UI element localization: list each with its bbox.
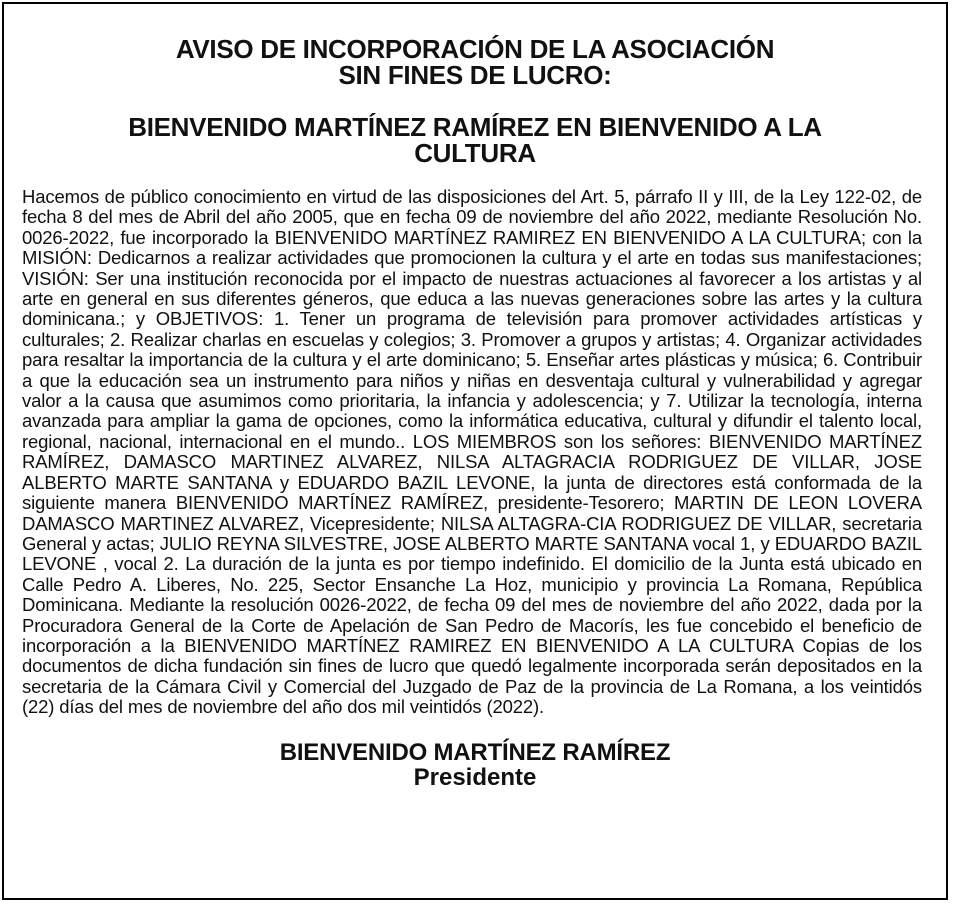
legal-notice [2, 2, 948, 900]
signature-block [4, 740, 946, 790]
signatory-title: Presidente [413, 763, 537, 791]
notice-title-line-2: SIN FINES DE LUCRO: [338, 60, 612, 90]
notice-title-line-1: AVISO DE INCORPORACIÓN DE LA ASOCIACIÓN [175, 34, 775, 64]
notice-body: Hacemos de público conocimiento en virtud de las disposiciones del Art. 5, párrafo II y III, de la Ley 122-02, de fecha 8 del mes de Abril del año 2005, que en fecha 09 de noviembre del año 2022, mediante Resolución No. 0026-2022, fue incorporado la BIENVENIDO MARTÍNEZ RAMIREZ EN BIENVENIDO A LA CULTURA; con la MISIÓN: Dedicarnos a realizar actividades que promocionen la cultura y el arte en todas sus manifestaciones; VISIÓN: Ser una institución reconocida por el impacto de nuestras actuaciones al favorecer a los artistas y al arte en general en sus diferentes géneros, que educa a las nuevas generaciones sobre las artes y la cultura dominicana.; y OBJETIVOS: 1. Tener un programa de televisión para promover actividades artísticas y culturales; 2. Realizar charlas en escuelas y colegios; 3. Promover a grupos y artistas; 4. Organizar actividades para resaltar la importancia de la cultura y el arte dominicano; 5. Enseñar artes plásticas y música; 6. Contribuir a que la educación sea un instrumento para niños y niñas en desventaja cultural y vulnerabilidad y agregar valor a la causa que asumimos como prioritaria, la infancia y adolescencia; y 7. Utilizar la tecnología, interna avanzada para ampliar la gama de opciones, como la informática educativa, cultural y difundir el talento local, regional, nacional, internacional en el mundo.. LOS MIEMBROS son los señores: BIENVENIDO MARTÍNEZ RAMÍREZ, DAMASCO MARTINEZ ALVAREZ, NILSA ALTAGRACIA RODRIGUEZ DE VILLAR, JOSE ALBERTO MARTE SANTANA y EDUARDO BAZIL LEVONE, la junta de directores está conformada de la siguiente manera BIENVENIDO MARTÍNEZ RAMÍREZ, presidente-Tesorero; MARTIN DE LEON LOVERA DAMASCO MARTINEZ ALVAREZ, Vicepresidente; NILSA ALTAGRA-CIA RODRIGUEZ DE VILLAR, secretaria General y actas; JULIO REYNA SILVESTRE, JOSE ALBERTO MARTE SANTANA vocal 1, y EDUARDO BAZIL LEVONE , vocal 2. La duración de la junta es por tiempo indefinido. El domicilio de la Junta está ubicado en Calle Pedro A. Liberes, No. 225, Sector Ensanche La Hoz, municipio y provincia La Romana, República Dominicana. Mediante la resolución 0026-2022, de fecha 09 del mes de noviembre del año 2022, dada por la Procuradora General de la Corte de Apelación de San Pedro de Macorís, les fue concebido el beneficio de incorporación a la BIENVENIDO MARTÍNEZ RAMIREZ EN BIENVENIDO A LA CULTURA Copias de los documentos de dicha fundación sin fines de lucro que quedó legalmente incorporada serán depositados en la secretaria de la Cámara Civil y Comercial del Juzgado de Paz de la provincia de La Romana, a los veintidós (22) días del mes de noviembre del año dos mil veintidós (2022). [22, 186, 922, 718]
association-name-line-1: BIENVENIDO MARTÍNEZ RAMÍREZ EN BIENVENIDO A LA [128, 112, 822, 142]
association-name-line-2: CULTURA [414, 138, 536, 168]
notice-title [44, 36, 906, 88]
signatory-name: BIENVENIDO MARTÍNEZ RAMÍREZ [279, 738, 671, 766]
association-name [44, 114, 906, 166]
